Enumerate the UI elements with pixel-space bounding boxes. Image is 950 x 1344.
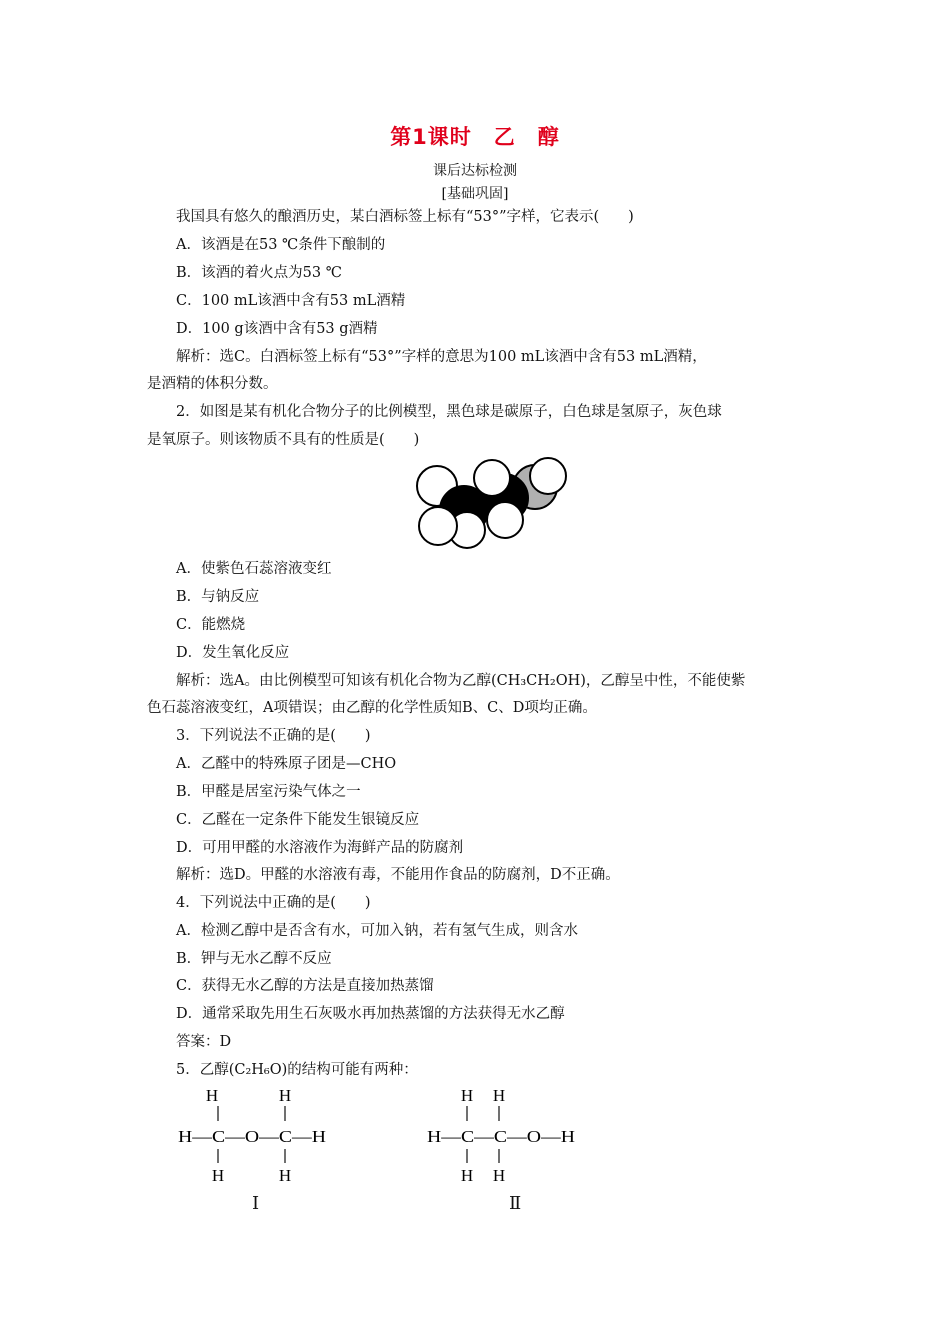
q4-option-b: B．钾与无水乙醇不反应 bbox=[176, 951, 332, 967]
q5-stem: 5．乙醇(C₂H₆O)的结构可能有两种： bbox=[176, 1062, 418, 1078]
struct2-main-chain: H—C—C—O—H bbox=[427, 1127, 575, 1146]
structural-formula-2 bbox=[421, 1083, 591, 1187]
q2-analysis: 解析：选A。由比例模型可知该有机化合物为乙醇(CH₃CH₂OH)，乙醇呈中性，不能使紫 bbox=[176, 673, 746, 689]
q3-option-c: C．乙醛在一定条件下能发生银镜反应 bbox=[176, 812, 420, 828]
section-heading: [基础巩固] bbox=[441, 186, 509, 202]
q3-stem: 3．下列说法不正确的是( ) bbox=[176, 728, 371, 744]
q2-option-d: D．发生氧化反应 bbox=[176, 645, 290, 661]
struct1-bottom-h2: H bbox=[278, 1166, 292, 1185]
q1-analysis: 解析：选C。白酒标签上标有“53°”字样的意思为100 mL该酒中含有53 mL酒精， bbox=[176, 349, 707, 365]
q4-stem: 4．下列说法中正确的是( ) bbox=[176, 895, 371, 911]
q1-stem: 我国具有悠久的酿酒历史，某白酒标签上标有“53°”字样，它表示( ) bbox=[176, 209, 634, 225]
q2-stem-cont: 是氧原子。则该物质不具有的性质是( ) bbox=[147, 432, 420, 448]
struct1-main-chain: H—C—O—C—H bbox=[178, 1127, 326, 1146]
q4-answer: 答案：D bbox=[176, 1034, 232, 1050]
struct2-label: Ⅱ bbox=[509, 1193, 522, 1214]
q2-stem: 2．如图是某有机化合物分子的比例模型，黑色球是碳原子，白色球是氢原子，灰色球 bbox=[176, 404, 722, 420]
struct1-top-h2: H bbox=[278, 1086, 292, 1105]
page-title: 第1课时 乙 醇 bbox=[390, 125, 560, 149]
q3-option-a: A．乙醛中的特殊原子团是—CHO bbox=[176, 756, 397, 772]
struct2-top-h2: H bbox=[492, 1086, 506, 1105]
q2-analysis-cont: 色石蕊溶液变红，A项错误；由乙醇的化学性质知B、C、D项均正确。 bbox=[147, 700, 597, 716]
q1-option-a: A．该酒是在53 ℃条件下酿制的 bbox=[176, 237, 386, 253]
hydrogen-atom-5 bbox=[419, 507, 457, 545]
q4-option-c: C．获得无水乙醇的方法是直接加热蒸馏 bbox=[176, 978, 434, 994]
hydrogen-atom-2 bbox=[474, 460, 510, 496]
hydrogen-atom-3 bbox=[530, 458, 566, 494]
q2-option-b: B．与钠反应 bbox=[176, 589, 260, 605]
q3-option-b: B．甲醛是居室污染气体之一 bbox=[176, 784, 361, 800]
q3-option-d: D．可用甲醛的水溶液作为海鲜产品的防腐剂 bbox=[176, 840, 464, 856]
struct2-bottom-h2: H bbox=[492, 1166, 506, 1185]
q1-option-c: C．100 mL该酒中含有53 mL酒精 bbox=[176, 293, 406, 309]
struct1-bottom-h1: H bbox=[211, 1166, 225, 1185]
q1-analysis-cont: 是酒精的体积分数。 bbox=[147, 376, 278, 392]
page-subtitle: 课后达标检测 bbox=[433, 163, 517, 179]
struct2-bottom-h1: H bbox=[460, 1166, 474, 1185]
q1-option-d: D．100 g该酒中含有53 g酒精 bbox=[176, 321, 378, 337]
q4-option-d: D．通常采取先用生石灰吸水再加热蒸馏的方法获得无水乙醇 bbox=[176, 1006, 565, 1022]
ethanol-space-filling-model bbox=[412, 456, 572, 550]
struct1-top-h1: H bbox=[205, 1086, 219, 1105]
q1-option-b: B．该酒的着火点为53 ℃ bbox=[176, 265, 342, 281]
q3-analysis: 解析：选D。甲醛的水溶液有毒，不能用作食品的防腐剂，D不正确。 bbox=[176, 867, 620, 883]
struct1-label: Ⅰ bbox=[252, 1193, 260, 1214]
struct2-top-h1: H bbox=[460, 1086, 474, 1105]
structural-formula-1 bbox=[172, 1083, 342, 1187]
hydrogen-atom-6 bbox=[487, 502, 523, 538]
q2-option-a: A．使紫色石蕊溶液变红 bbox=[176, 561, 332, 577]
q4-option-a: A．检测乙醇中是否含有水，可加入钠，若有氢气生成，则含水 bbox=[176, 923, 578, 939]
q2-option-c: C．能燃烧 bbox=[176, 617, 246, 633]
